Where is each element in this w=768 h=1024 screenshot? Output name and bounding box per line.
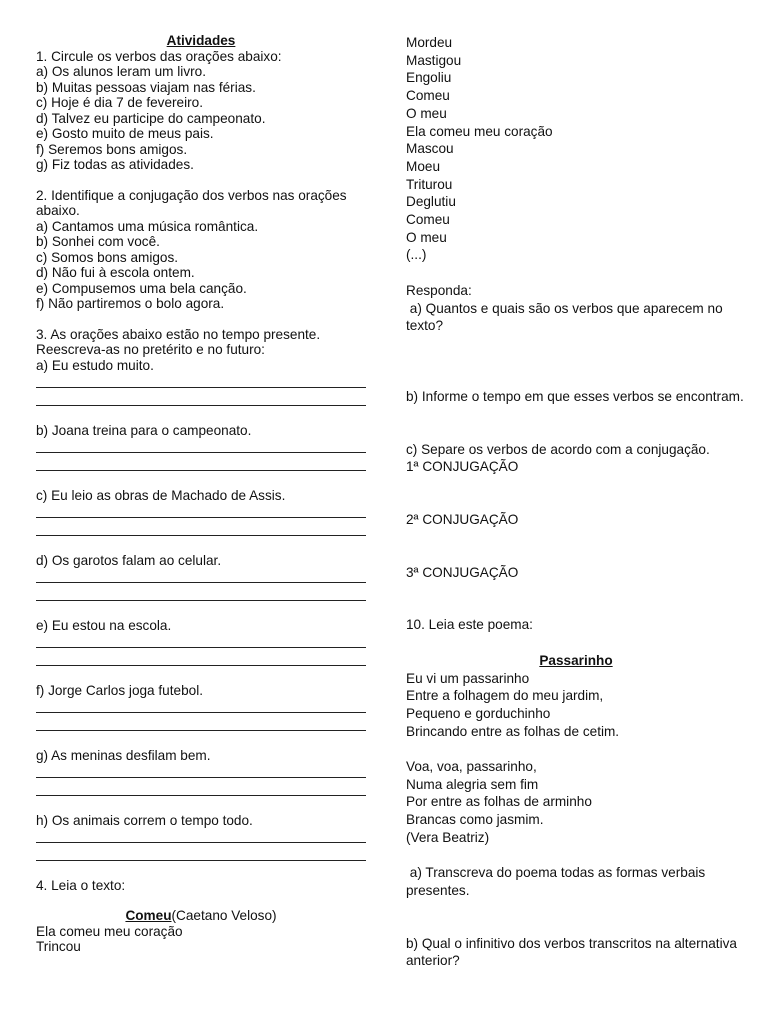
poem-title: Comeu <box>125 908 172 923</box>
question-3-item-h: h) Os animais correm o tempo todo. <box>36 812 253 828</box>
answer-line[interactable] <box>36 373 366 388</box>
question-3-instruction: Reescreva-as no pretérito e no futuro: <box>36 342 265 357</box>
poem-line: Por entre as folhas de arminho <box>406 794 592 810</box>
answer-line[interactable] <box>36 390 366 407</box>
question-c: c) Separe os verbos de acordo com a conjugação. <box>406 441 710 457</box>
poem-line: Numa alegria sem fim <box>406 776 539 792</box>
question-2-item-f: f) Não partiremos o bolo agora. <box>36 296 225 311</box>
poem-line: O meu <box>406 105 447 121</box>
poem-line: Entre a folhagem do meu jardim, <box>406 688 604 704</box>
question-1-item-b: b) Muitas pessoas viajam nas férias. <box>36 79 256 95</box>
question-b: b) Informe o tempo em que esses verbos se encontram. <box>406 388 744 404</box>
answer-line[interactable] <box>36 650 366 667</box>
poem-title: Passarinho <box>539 652 613 668</box>
poem-line: Triturou <box>406 176 453 192</box>
poem-line: Moeu <box>406 158 441 174</box>
poem-line: Ela comeu meu coração <box>406 123 553 139</box>
question-3-prompt: 3. As orações abaixo estão no tempo presente. <box>36 326 321 342</box>
question-2-item-c: c) Somos bons amigos. <box>36 249 179 265</box>
answer-line[interactable] <box>36 585 366 602</box>
answer-line[interactable] <box>36 503 366 518</box>
poem-line: Ela comeu meu coração <box>36 923 183 939</box>
answer-line[interactable] <box>36 455 366 472</box>
question-3-item-g: g) As meninas desfilam bem. <box>36 747 211 763</box>
first-conjugation-label: 1ª CONJUGAÇÃO <box>406 459 519 475</box>
right-column <box>406 34 746 970</box>
answer-line[interactable] <box>36 520 366 537</box>
answer-line[interactable] <box>36 828 366 843</box>
question-10-prompt: 10. Leia este poema: <box>406 617 533 633</box>
poem-line: Voa, voa, passarinho, <box>406 759 537 775</box>
question-3-item-d: d) Os garotos falam ao celular. <box>36 552 222 568</box>
poem-line: Comeu <box>406 88 450 104</box>
question-3-item-b: b) Joana treina para o campeonato. <box>36 422 252 438</box>
question-2-prompt: 2. Identifique a conjugação dos verbos nas orações abaixo. <box>36 187 347 218</box>
poem-author: (Caetano Veloso) <box>171 908 277 923</box>
question-1-item-f: f) Seremos bons amigos. <box>36 141 188 157</box>
question-3-item-e: e) Eu estou na escola. <box>36 617 172 633</box>
question-2-item-b: b) Sonhei com você. <box>36 234 160 249</box>
question-1-item-a: a) Os alunos leram um livro. <box>36 64 206 79</box>
question-3-item-f: f) Jorge Carlos joga futebol. <box>36 682 203 698</box>
question-10-b: b) Qual o infinitivo dos verbos transcritos na alternativa anterior? <box>406 935 737 969</box>
poem-line: Trincou <box>36 939 81 954</box>
poem-line: Mascou <box>406 141 454 157</box>
responda-label: Responda: <box>406 282 472 298</box>
answer-line[interactable] <box>36 438 366 453</box>
question-1-item-d: d) Talvez eu participe do campeonato. <box>36 110 266 126</box>
poem-line: Pequeno e gorduchinho <box>406 705 551 721</box>
poem-line: Engoliu <box>406 70 452 86</box>
question-2-item-d: d) Não fui à escola ontem. <box>36 265 195 280</box>
left-column <box>36 33 366 955</box>
question-1-item-g: g) Fiz todas as atividades. <box>36 157 194 172</box>
poem-line: Brincando entre as folhas de cetim. <box>406 723 620 739</box>
answer-line[interactable] <box>36 763 366 778</box>
poem-line: Mordeu <box>406 35 453 50</box>
answer-line[interactable] <box>36 633 366 648</box>
poem-line: Brancas como jasmim. <box>406 812 544 828</box>
question-2-item-a: a) Cantamos uma música romântica. <box>36 218 259 234</box>
question-1-prompt: 1. Circule os verbos das orações abaixo: <box>36 48 282 64</box>
question-1-item-c: c) Hoje é dia 7 de fevereiro. <box>36 95 203 110</box>
poem-line: Eu vi um passarinho <box>406 670 530 686</box>
worksheet-heading: Atividades <box>166 33 236 48</box>
question-a: a) Quantos e quais são os verbos que aparecem no texto? <box>406 300 727 334</box>
question-10-a: a) Transcreva do poema todas as formas verbais presentes. <box>406 865 709 898</box>
answer-line[interactable] <box>36 698 366 713</box>
second-conjugation-label: 2ª CONJUGAÇÃO <box>406 512 519 528</box>
question-2-item-e: e) Compusemos uma bela canção. <box>36 280 247 296</box>
poem-line: Deglutiu <box>406 194 456 210</box>
answer-line[interactable] <box>36 568 366 583</box>
answer-line[interactable] <box>36 715 366 732</box>
question-3-item-c: c) Eu leio as obras de Machado de Assis. <box>36 487 286 503</box>
question-1-item-e: e) Gosto muito de meus pais. <box>36 126 214 141</box>
answer-line[interactable] <box>36 845 366 862</box>
answer-line[interactable] <box>36 780 366 797</box>
poem-line: (...) <box>406 247 427 263</box>
third-conjugation-label: 3ª CONJUGAÇÃO <box>406 564 519 580</box>
question-4-prompt: 4. Leia o texto: <box>36 877 126 893</box>
poem-line: O meu <box>406 229 447 245</box>
poem-heading <box>36 908 366 924</box>
poem-line: Comeu <box>406 212 450 228</box>
question-3-item-a: a) Eu estudo muito. <box>36 357 154 373</box>
poem-line: Mastigou <box>406 52 462 68</box>
poem-author: (Vera Beatriz) <box>406 829 490 845</box>
